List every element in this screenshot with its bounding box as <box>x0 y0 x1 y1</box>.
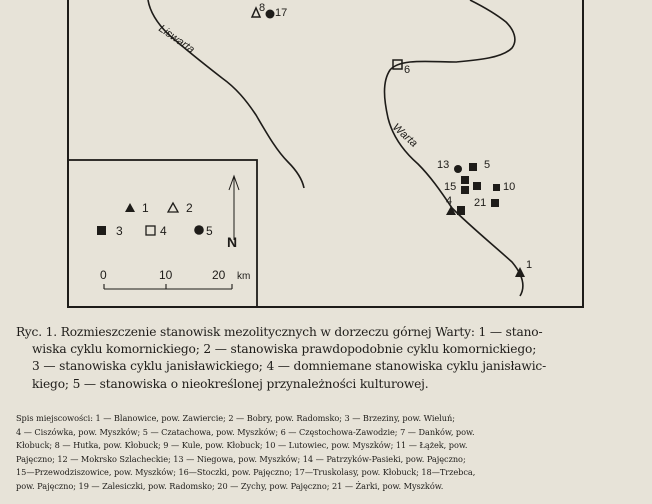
filled-square-marker <box>493 184 500 191</box>
locality-list <box>16 412 630 494</box>
site-label: 10 <box>503 181 516 193</box>
map-frame <box>68 0 583 307</box>
caption-line: 3 — stanowiska cyklu janisławickiego; 4 — domniemane stanowiska cyklu janisławic- <box>32 359 547 374</box>
legend-number-3: 3 <box>116 224 123 238</box>
site-label: 5 <box>484 159 491 171</box>
scale-tick-0: 0 <box>100 268 107 282</box>
open-triangle-legend-icon <box>168 203 178 212</box>
site-10 <box>493 181 515 193</box>
locality-line: 4 — Ciszówka, pow. Myszków; 5 — Czatachowa, pow. Myszków; 6 — Częstochowa-Zawodzie; 7 — Danków, pow. <box>16 426 475 437</box>
river-label-warta: Warta <box>389 121 420 150</box>
scale-tick-10: 10 <box>159 268 173 282</box>
filled-square-marker <box>461 176 469 184</box>
filled-circle-legend-icon <box>194 225 204 235</box>
filled-square-marker <box>457 206 465 215</box>
site-label: 13 <box>437 159 450 171</box>
north-arrow <box>227 176 239 250</box>
scale-bar <box>100 268 250 289</box>
caption-line: Ryc. 1. Rozmieszczenie stanowisk mezolitycznych w dorzeczu górnej Warty: 1 — stano- <box>16 325 543 339</box>
site-label: 1 <box>526 259 533 271</box>
filled-square-marker <box>473 182 481 190</box>
site-label: 17 <box>275 7 288 19</box>
locality-line: pow. Pajęczno; 19 — Zalesiczki, pow. Radomsko; 20 — Zychy, pow. Pajęczno; 21 — Żarki, pow. Myszków. <box>16 480 444 491</box>
site-label: 4 <box>446 195 453 207</box>
scale-unit: km <box>237 271 251 282</box>
north-label: N <box>227 234 238 250</box>
locality-line: Pajęczno; 12 — Mokrsko Szlacheckie; 13 — Niegowa, pow. Myszków; 14 — Patrzyków-Pasieki, pow. Pajęczno; <box>16 453 466 464</box>
figure-caption <box>16 324 630 393</box>
site-13 <box>437 159 462 173</box>
river-warta <box>385 0 523 296</box>
site-label: 21 <box>474 197 487 209</box>
site-label: 8 <box>259 2 266 14</box>
site-1 <box>515 259 532 277</box>
scale-tick-20: 20 <box>212 268 226 282</box>
site-label: 6 <box>404 64 411 76</box>
legend-inset <box>68 160 257 307</box>
filled-square-legend-icon <box>97 226 106 235</box>
site-17 <box>266 7 288 19</box>
site-21 <box>474 197 499 209</box>
caption-line: kiego; 5 — stanowiska o nieokreślonej przynależności kulturowej. <box>32 376 429 391</box>
site-8 <box>252 2 265 17</box>
locality-line: Kłobuck; 8 — Hutka, pow. Kłobuck; 9 — Kule, pow. Kłobuck; 10 — Lutowiec, pow. Myszków; 11 — Łążek, pow. <box>16 440 468 451</box>
filled-square-marker <box>461 186 469 194</box>
site-label: 15 <box>444 181 457 193</box>
open-square-legend-icon <box>146 226 155 235</box>
filled-square-marker <box>469 163 477 171</box>
filled-square-marker <box>491 199 499 207</box>
filled-triangle-legend-icon <box>125 203 135 212</box>
legend-number-1: 1 <box>142 201 149 215</box>
locality-line: Spis miejscowości: 1 — Blanowice, pow. Zawiercie; 2 — Bobry, pow. Radomsko; 3 — Brzeziny, pow. Wieluń; <box>16 413 455 423</box>
river-label-liswarta: Liswarta <box>156 22 197 56</box>
locality-line: 15—Przewodziszowice, pow. Myszków; 16—Stoczki, pow. Pajęczno; 17—Truskolasy, pow. Kłobuck; 18—Trzebca, <box>16 467 476 478</box>
site-15 <box>444 176 481 194</box>
filled-circle-marker <box>454 165 462 173</box>
legend-number-5: 5 <box>206 224 213 238</box>
caption-line: wiska cyklu komornickiego; 2 — stanowiska prawdopodobnie cyklu komornickiego; <box>32 342 537 357</box>
legend-number-4: 4 <box>160 224 167 238</box>
site-5 <box>469 159 490 171</box>
filled-circle-marker <box>266 10 275 19</box>
legend-number-2: 2 <box>186 201 193 215</box>
